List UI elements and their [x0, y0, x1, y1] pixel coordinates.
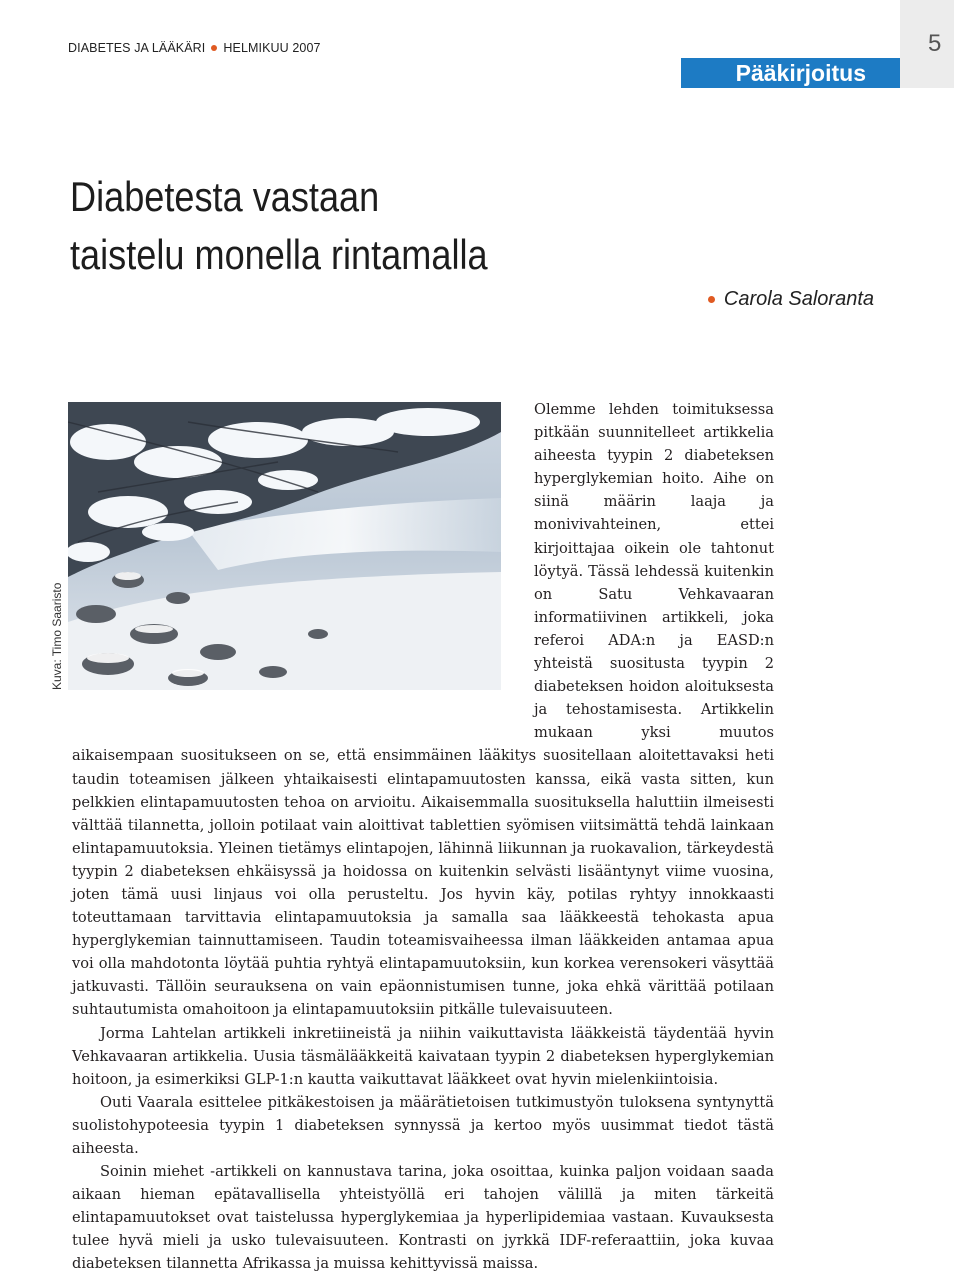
article-title-line-1: Diabetesta vastaan: [70, 173, 380, 220]
bullet-dot-icon: [211, 45, 217, 51]
page-number-tab: [900, 0, 954, 88]
author-byline: [708, 288, 874, 311]
photo-text-wrap-spacer: [72, 398, 534, 738]
issue-date: HELMIKUU 2007: [223, 41, 321, 55]
running-head: [68, 41, 321, 55]
article-title: [70, 168, 488, 284]
paragraph-4: Soinin miehet -artikkeli on kannustava tarina, joka osoittaa, kuinka paljon voidaan saada aikaan hieman epätavallisella yhteistyöllä eri tahojen välillä ja miten tärkeitä elintapamuutokset ovat taistelussa hyperglykemiaa ja hyperlipidemiaa vastaan. Kuvauksesta tulee hyvä mieli ja usko tulevaisuuteen. Kontrasti on jyrkkä IDF-referaattiin, joka kuvaa diabeteksen tilannetta Afrikassa ja muissa kehittyvissä maissa.: [72, 1163, 774, 1273]
paragraph-1: Olemme lehden toimituksessa pitkään suunnitelleet artikkelia aiheesta tyypin 2 diabeteksen hyperglykemian hoito. Aihe on siinä määrin laaja ja monivivahteinen, ettei kirjoittajaa oikein ole tahtonut löytyä. Tässä lehdessä kuitenkin on Satu Vehkavaaran informatiivinen artikkeli, joka referoi ADA:n ja EASD:n yhteistä suositusta tyypin 2 diabeteksen hoidon aloituksesta ja tehostamisesta. Artikkelin mukaan yksi muutos aikaisempaan suositukseen on se, että ensimmäinen lääkitys suositellaan aloitettavaksi heti taudin toteamisen jälkeen yhtaikaisesti elintapamuutosten kanssa, eikä vasta sitten, kun pelkkien elintapamuutosten tehoa on arvioitu. Aikaisemmalla suosituksella haluttiin ilmeisesti välttää tilannetta, jolloin potilaat vain aloittivat tablettien syömisen viitsimättä tehdä lainkaan elintapamuutoksia. Yleinen tietämys elintapojen, lähinnä liikunnan ja ruokavalion, tärkeydestä tyypin 2 diabeteksen ehkäisyssä ja hoidossa on kuitenkin selvästi lisääntynyt viime vuosina, joten tämä uusi linjaus voi olla perusteltu. Jos hyvin käy, potilas ryhtyy innokkaasti toteuttamaan tarvittavia elintapamuutoksia ja samalla saa lääkkeestä tehokasta apua hyperglykemian tainnuttamiseen. Taudin toteamisvaiheessa ilman lääkkeiden antamaa apua voi olla mahdotonta löytää puhtia ryhtyä elintapamuutoksiin, kun korkea verensokeri väsyttää jatkuvasti. Tällöin seurauksena on vain epäonnistumisen tunne, joka ehkä värittää potilaan suhtautumista omahoitoon ja elintapamuutoksiin pitkälle tulevaisuuteen.: [72, 401, 774, 1019]
section-label: Pääkirjoitus: [681, 58, 900, 88]
author-name: Carola Saloranta: [723, 288, 874, 310]
article-title-line-2: taistelu monella rintamalla: [70, 231, 488, 278]
photo-credit: Kuva: Timo Saaristo: [50, 582, 64, 690]
paragraph-3: Outi Vaarala esittelee pitkäkestoisen ja määrätietoisen tutkimustyön tuloksena syntynyttä suolistohypoteesia tyypin 1 diabeteksen synnyssä ja kertoo myös uusimmat tiedot tästä aiheesta.: [72, 1093, 774, 1157]
bullet-dot-icon: [708, 296, 715, 303]
publication-name: DIABETES JA LÄÄKÄRI: [68, 41, 206, 55]
paragraph-2: Jorma Lahtelan artikkeli inkretiineistä ja niihin vaikuttavista lääkkeistä täydentää hyvin Vehkavaaran artikkelia. Uusia täsmälääkkeitä kaivataan tyypin 2 diabeteksen hyperglykemian hoitoon, ja esimerkiksi GLP-1:n kautta vaikuttavat lääkkeet ovat hyvin mielenkiintoisia.: [72, 1024, 774, 1088]
article-body: [72, 398, 774, 1276]
page-number: 5: [928, 30, 942, 57]
